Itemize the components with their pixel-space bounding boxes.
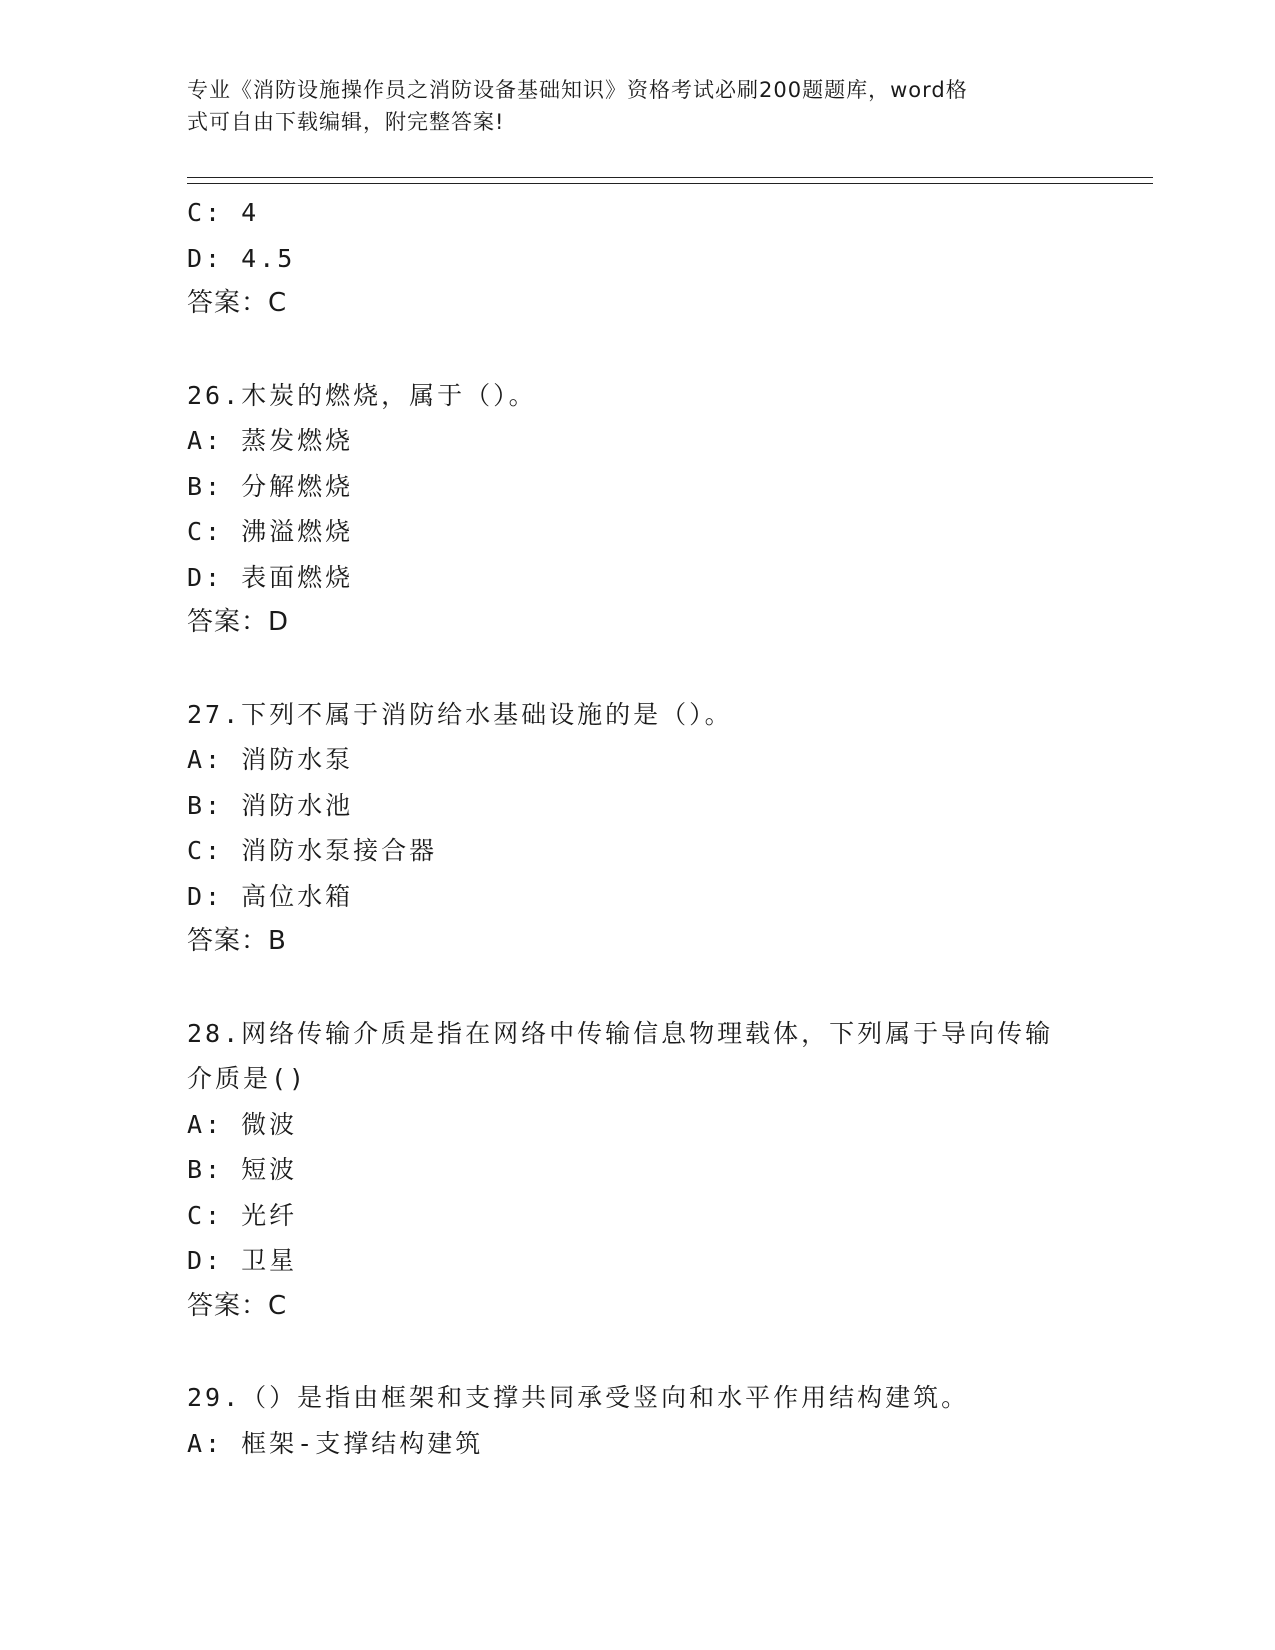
option-c: C: 光纤 <box>187 1200 298 1230</box>
option-b: B: 消防水池 <box>187 790 354 820</box>
question-stem-line1: 28.网络传输介质是指在网络中传输信息物理载体，下列属于导向传输 <box>187 1018 1054 1048</box>
option-a: A: 微波 <box>187 1109 298 1139</box>
option-a: A: 蒸发燃烧 <box>187 426 354 455</box>
option-c: C: 沸溢燃烧 <box>187 517 354 546</box>
header-title-line2: 式可自由下载编辑，附完整答案! <box>187 110 505 134</box>
option-b: B: 短波 <box>187 1155 298 1184</box>
question-list <box>187 190 1087 1466</box>
question-29 <box>187 1375 1087 1466</box>
option-a: A: 框架-支撑结构建筑 <box>187 1428 484 1458</box>
question-stem-line2: 介质是() <box>187 1064 308 1093</box>
document-header <box>187 74 1087 138</box>
answer: 答案：D <box>187 607 290 637</box>
answer: 答案：C <box>187 288 288 318</box>
answer: 答案：C <box>187 1290 288 1321</box>
option-a: A: 消防水泵 <box>187 745 354 774</box>
spacer <box>187 1329 1087 1375</box>
spacer <box>187 327 1087 373</box>
question-stem: 29.（）是指由框架和支撑共同承受竖向和水平作用结构建筑。 <box>187 1383 970 1412</box>
option-c: C: 消防水泵接合器 <box>187 836 438 865</box>
header-divider-bottom <box>187 183 1153 184</box>
question-25-continued <box>187 190 1087 327</box>
option-d: D: 表面燃烧 <box>187 562 354 592</box>
header-divider-top <box>187 177 1153 178</box>
question-26 <box>187 373 1087 646</box>
answer: 答案：B <box>187 926 287 956</box>
option-d: D: 4.5 <box>187 243 296 273</box>
question-28 <box>187 1011 1087 1330</box>
option-c: C: 4 <box>187 198 260 227</box>
spacer <box>187 646 1087 692</box>
option-b: B: 分解燃烧 <box>187 471 354 501</box>
header-title-line1: 专业《消防设施操作员之消防设备基础知识》资格考试必刷200题题库，word格 <box>187 78 968 102</box>
question-stem: 26.木炭的燃烧，属于（）。 <box>187 380 537 410</box>
option-d: D: 卫星 <box>187 1246 298 1275</box>
option-d: D: 高位水箱 <box>187 881 354 911</box>
question-27 <box>187 692 1087 965</box>
question-stem: 27.下列不属于消防给水基础设施的是（）。 <box>187 699 733 729</box>
spacer <box>187 965 1087 1011</box>
